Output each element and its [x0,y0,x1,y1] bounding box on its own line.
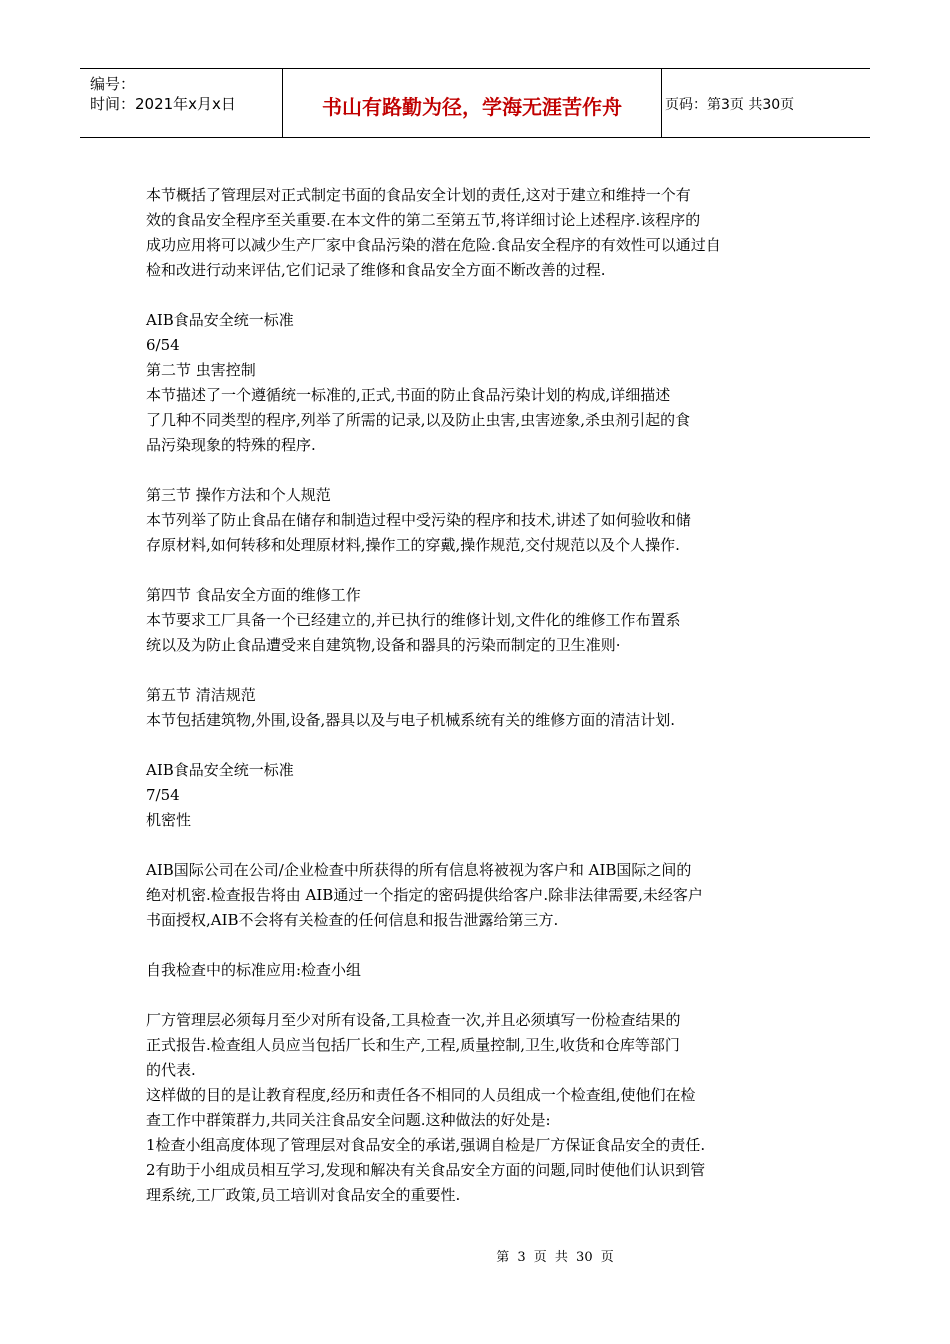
text-line: 2有助于小组成员相互学习,发现和解决有关食品安全方面的问题,同时使他们认识到管 [146,1161,706,1179]
document-number: 编号： [90,75,136,93]
blank-line [146,733,796,758]
text-line: 统以及为防止食品遭受来自建筑物,设备和器具的污染而制定的卫生准则· [146,636,621,654]
text-line: 品污染现象的特殊的程序. [146,436,316,454]
blank-line [146,283,796,308]
document-date: 时间：2021年x月x日 [90,95,236,113]
text-line: 机密性 [146,811,192,829]
text-line: 存原材料,如何转移和处理原材料,操作工的穿戴,操作规范,交付规范以及个人操作. [146,536,680,554]
text-line: 自我检查中的标准应用:检查小组 [146,961,362,979]
text-line: 第二节 虫害控制 [146,361,256,379]
text-line: 绝对机密.检查报告将由 AIB通过一个指定的密码提供给客户.除非法律需要,未经客户 [146,886,703,904]
blank-line [146,458,796,483]
text-line: 本节概括了管理层对正式制定书面的食品安全计划的责任,这对于建立和维持一个有 [146,186,691,204]
text-line: 本节描述了一个遵循统一标准的,正式,书面的防止食品污染计划的构成,详细描述 [146,386,671,404]
text-line: 成功应用将可以减少生产厂家中食品污染的潜在危险.食品安全程序的有效性可以通过自 [146,236,721,254]
text-line: 本节包括建筑物,外围,设备,器具以及与电子机械系统有关的维修方面的清洁计划. [146,711,676,729]
page-footer: 第 3 页 共 30 页 [496,1250,614,1265]
text-line: AIB食品安全统一标准 [146,761,294,779]
header-motto: 书山有路勤为径，学海无涯苦作舟 [322,95,622,119]
text-line: 第四节 食品安全方面的维修工作 [146,586,361,604]
blank-line [146,558,796,583]
header-page-cell [661,69,870,137]
text-line: 效的食品安全程序至关重要.在本文件的第二至第五节,将详细讨论上述程序.该程序的 [146,211,701,229]
text-line: 理系统,工厂政策,员工培训对食品安全的重要性. [146,1186,461,1204]
text-line: 的代表. [146,1061,196,1079]
body-text [146,183,796,1208]
text-line: 1检查小组高度体现了管理层对食品安全的承诺,强调自检是厂方保证食品安全的责任. [146,1136,706,1154]
text-line: 了几种不同类型的程序,列举了所需的记录,以及防止虫害,虫害迹象,杀虫剂引起的食 [146,411,691,429]
text-line: 7/54 [146,786,180,804]
header-table [80,68,870,138]
blank-line [146,933,796,958]
text-line: 厂方管理层必须每月至少对所有设备,工具检查一次,并且必须填写一份检查结果的 [146,1011,681,1029]
text-line: 本节列举了防止食品在储存和制造过程中受污染的程序和技术,讲述了如何验收和储 [146,511,691,529]
header-motto-cell [282,69,662,137]
text-line: 检和改进行动来评估,它们记录了维修和食品安全方面不断改善的过程. [146,261,606,279]
text-line: AIB食品安全统一标准 [146,311,294,329]
header-meta-cell [80,69,282,137]
text-line: 第三节 操作方法和个人规范 [146,486,331,504]
blank-line [146,833,796,858]
blank-line [146,658,796,683]
text-line: AIB国际公司在公司/企业检查中所获得的所有信息将被视为客户和 AIB国际之间的 [146,861,692,879]
text-line: 第五节 清洁规范 [146,686,256,704]
header-page-info: 页码：第3页 共30页 [665,97,795,113]
text-line: 6/54 [146,336,180,354]
blank-line [146,983,796,1008]
text-line: 这样做的目的是让教育程度,经历和责任各不相同的人员组成一个检查组,使他们在检 [146,1086,696,1104]
text-line: 正式报告.检查组人员应当包括厂长和生产,工程,质量控制,卫生,收货和仓库等部门 [146,1036,680,1054]
text-line: 书面授权,AIB不会将有关检查的任何信息和报告泄露给第三方. [146,911,559,929]
text-line: 查工作中群策群力,共同关注食品安全问题.这种做法的好处是: [146,1111,551,1129]
text-line: 本节要求工厂具备一个已经建立的,并已执行的维修计划,文件化的维修工作布置系 [146,611,681,629]
